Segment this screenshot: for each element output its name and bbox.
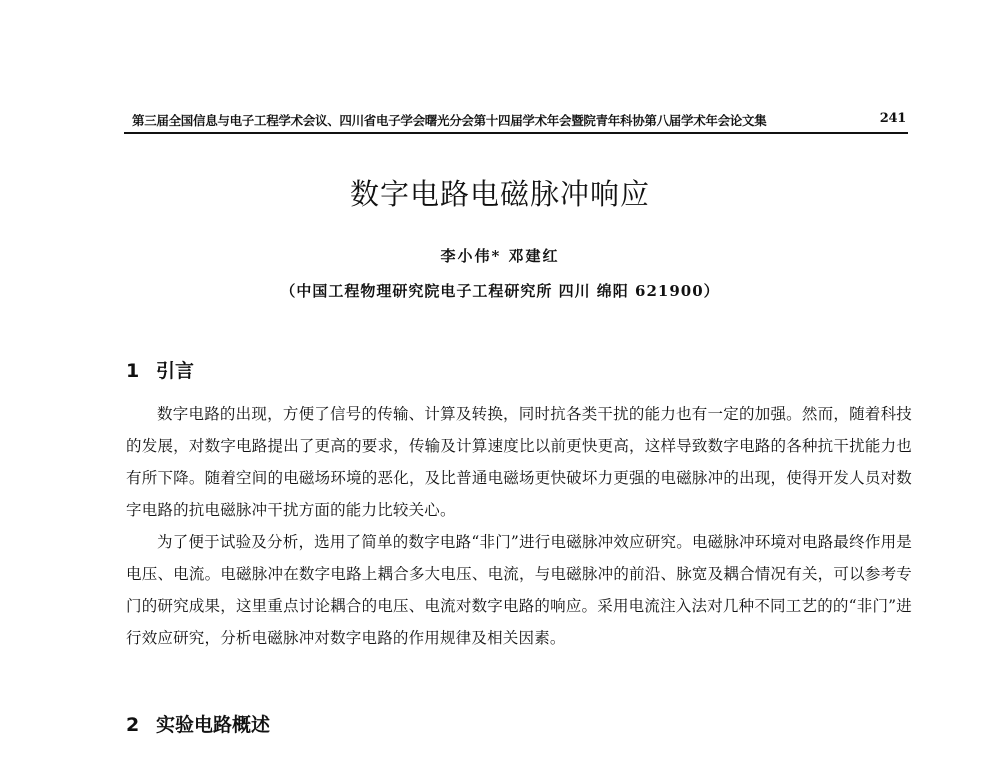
section-number: 1 [126, 360, 140, 382]
journal-name: 第三届全国信息与电子工程学术会议、四川省电子学会曙光分会第十四届学术年会暨院青年科协第八届学术年会论文集 [132, 113, 767, 128]
running-head [124, 110, 908, 134]
page-number: 241 [879, 111, 906, 126]
paragraph: 为了便于试验及分析，选用了简单的数字电路“非门”进行电磁脉冲效应研究。电磁脉冲环境对电路最终作用是电压、电流。电磁脉冲在数字电路上耦合多大电压、电流，与电磁脉冲的前沿、脉宽及耦合情况有关，可以参考专门的研究成果，这里重点讨论耦合的电压、电流对数字电路的响应。采用电流注入法对几种不同工艺的的“非门”进行效应研究，分析电磁脉冲对数字电路的作用规律及相关因素。 [126, 533, 912, 647]
section-body-introduction [126, 398, 912, 654]
section-heading-experiment-circuit [126, 710, 270, 737]
section-heading-introduction [126, 356, 194, 383]
authors: 李小伟* 邓建红 [440, 247, 560, 265]
paper-title: 数字电路电磁脉冲响应 [349, 177, 650, 211]
section-title: 实验电路概述 [156, 714, 271, 736]
paragraph: 数字电路的出现，方便了信号的传输、计算及转换，同时抗各类干扰的能力也有一定的加强。然而，随着科技的发展，对数字电路提出了更高的要求，传输及计算速度比以前更快更高，这样导致数字电路的各种抗干扰能力也有所下降。随着空间的电磁场环境的恶化，及比普通电磁场更快破坏力更强的电磁脉冲的出现，使得开发人员对数字电路的抗电磁脉冲干扰方面的能力比较关心。 [126, 405, 912, 519]
affiliation: （中国工程物理研究院电子工程研究所 四川 绵阳 621900） [280, 282, 720, 300]
section-title: 引言 [156, 360, 195, 382]
section-number: 2 [126, 714, 140, 736]
